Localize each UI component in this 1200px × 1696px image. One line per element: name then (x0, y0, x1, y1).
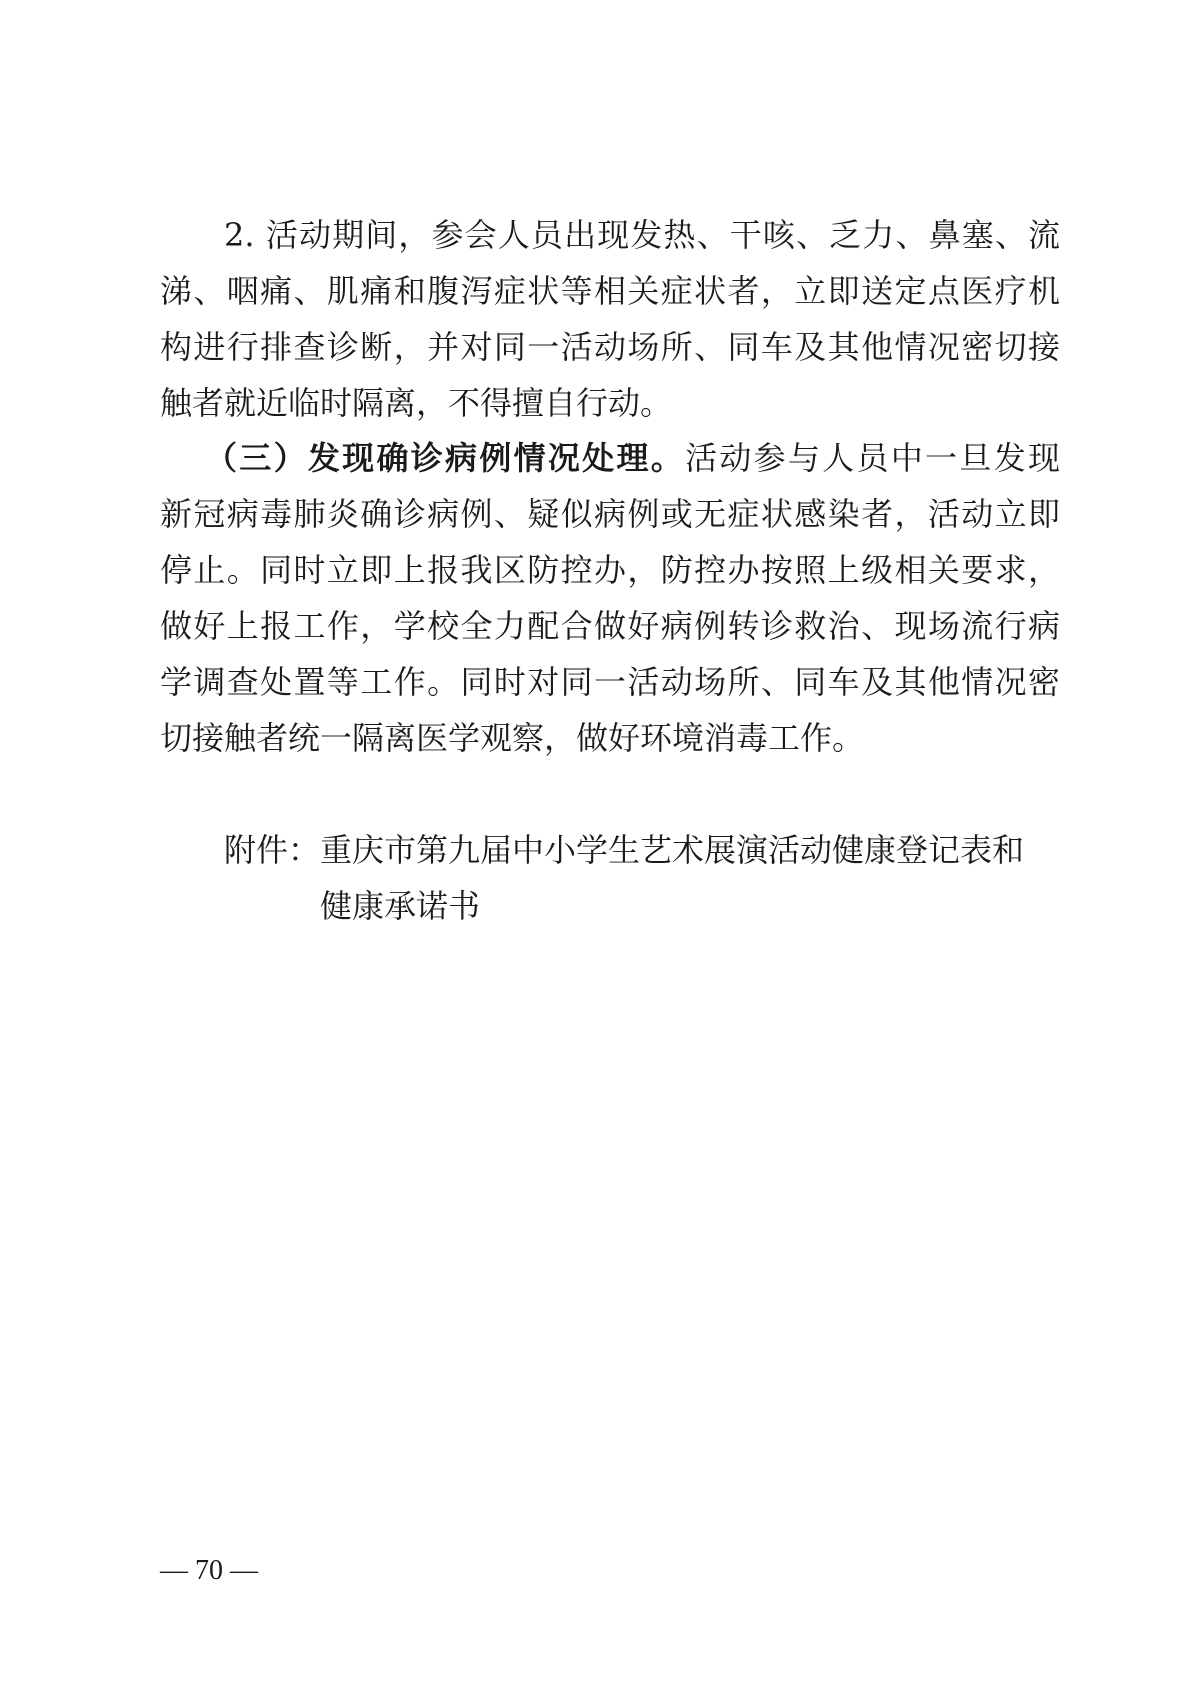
paragraph-2-line-2: 涕、咽痛、肌痛和腹泻症状等相关症状者，立即送定点医疗机 (160, 272, 1060, 310)
section-3-line-1-text: 活动参与人员中一旦发现 (685, 439, 1060, 477)
section-3-heading: （三）发现确诊病例情况处理。 (205, 439, 686, 477)
attachment-title-line-2: 健康承诺书 (320, 887, 481, 925)
section-3-line-5: 学调查处置等工作。同时对同一活动场所、同车及其他情况密 (160, 663, 1060, 701)
attachment-label: 附件： (224, 831, 321, 869)
section-3-line-4: 做好上报工作，学校全力配合做好病例转诊救治、现场流行病 (160, 607, 1060, 645)
section-3-line-6: 切接触者统一隔离医学观察，做好环境消毒工作。 (160, 719, 865, 757)
page-number: — 70 — (160, 1555, 258, 1586)
paragraph-2-line-3: 构进行排查诊断，并对同一活动场所、同车及其他情况密切接 (160, 328, 1060, 366)
section-3-line-1 (205, 438, 1060, 478)
section-3-line-2: 新冠病毒肺炎确诊病例、疑似病例或无症状感染者，活动立即 (160, 495, 1060, 533)
attachment-title-line-1: 重庆市第九届中小学生艺术展演活动健康登记表和 (320, 831, 1025, 869)
paragraph-2-line-4: 触者就近临时隔离，不得擅自行动。 (160, 384, 673, 422)
section-3-line-3: 停止。同时立即上报我区防控办，防控办按照上级相关要求， (160, 551, 1060, 589)
paragraph-2-line-1: 2. 活动期间，参会人员出现发热、干咳、乏力、鼻塞、流 (224, 216, 1060, 254)
